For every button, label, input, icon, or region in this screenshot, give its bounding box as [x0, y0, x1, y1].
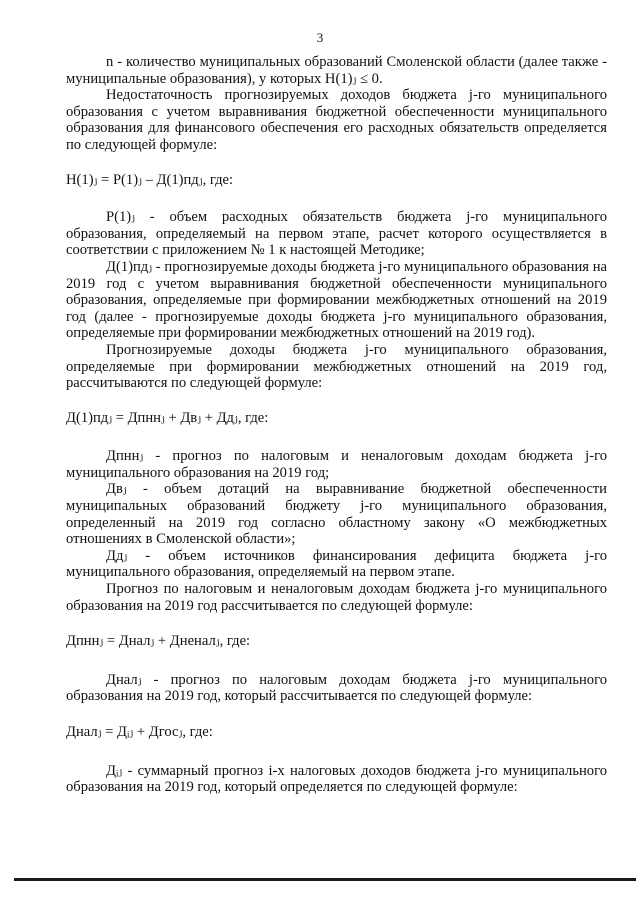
- paragraph-summary-tax-definition: Дᵢⱼ - суммарный прогноз i-х налоговых доходов бюджета j-го муниципального образования на 2019 год, который определяется по следующей формуле:: [66, 762, 607, 796]
- formula-forecast-income: Д(1)пдⱼ = Дпннⱼ + Двⱼ + Ддⱼ, где:: [66, 409, 269, 426]
- paragraph-shortfall-intro: Недостаточность прогнозируемых доходов бюджета j-го муниципального образования с учетом выравнивания бюджетной обеспеченности муниципального образования для финансового обеспечения его расходных обязательств определяется по следующей формуле:: [66, 87, 607, 153]
- paragraph-tax-nontax-definition: Дпннⱼ - прогноз по налоговым и неналоговым доходам бюджета j-го муниципального образования на 2019 год;: [66, 448, 607, 481]
- document-body: [66, 54, 607, 796]
- bottom-divider: [14, 878, 636, 881]
- paragraph-forecast-income-intro: Прогнозируемые доходы бюджета j-го муниципального образования, определяемые при формировании межбюджетных отношений на 2019 год, рассчитываются по следующей формуле:: [66, 341, 607, 392]
- paragraph-count-definition: n - количество муниципальных образований Смоленской области (далее также - муниципальные образования), у которых Н(1)ⱼ ≤ 0.: [66, 54, 607, 87]
- paragraph-expenditure-definition: Р(1)ⱼ - объем расходных обязательств бюджета j-го муниципального образования, определяемый на первом этапе, расчет которого осуществляется в соответствии с приложением № 1 к настоящей Методике;: [66, 209, 607, 259]
- page-number: 3: [316, 30, 324, 45]
- paragraph-deficit-financing-definition: Ддⱼ - объем источников финансирования дефицита бюджета j-го муниципального образования, определяемый на первом этапе.: [66, 547, 607, 581]
- formula-tax-income: Дналⱼ = Дᵢⱼ + Дгосⱼ, где:: [66, 724, 213, 740]
- formula-shortfall: Н(1)ⱼ = Р(1)ⱼ – Д(1)пдⱼ, где:: [66, 171, 234, 188]
- paragraph-tax-income-definition: Дналⱼ - прогноз по налоговым доходам бюджета j-го муниципального образования на 2019 год, который рассчитывается по следующей формуле:: [66, 671, 607, 705]
- formula-tax-nontax: Дпннⱼ = Дналⱼ + Дненалⱼ, где:: [66, 633, 251, 650]
- paragraph-tax-nontax-intro: Прогноз по налоговым и неналоговым доходам бюджета j-го муниципального образования на 2019 год рассчитывается по следующей формуле:: [66, 581, 607, 614]
- paragraph-subsidy-definition: Двⱼ - объем дотаций на выравнивание бюджетной обеспеченности муниципальных образований бюджету j-го муниципального образования, определенный на 2019 год согласно областному закону «О межбюджетных отношениях в Смоленской области»;: [66, 481, 607, 548]
- paragraph-forecast-income-definition: Д(1)пдⱼ - прогнозируемые доходы бюджета j-го муниципального образования на 2019 год с учетом выравнивания бюджетной обеспеченности муниципального образования, определяемые при формировании межбюджетных отношений на 2019 год (далее - прогнозируемые доходы бюджета j-го муниципального образования, определяемые при формировании межбюджетных отношений на 2019 год).: [66, 258, 607, 342]
